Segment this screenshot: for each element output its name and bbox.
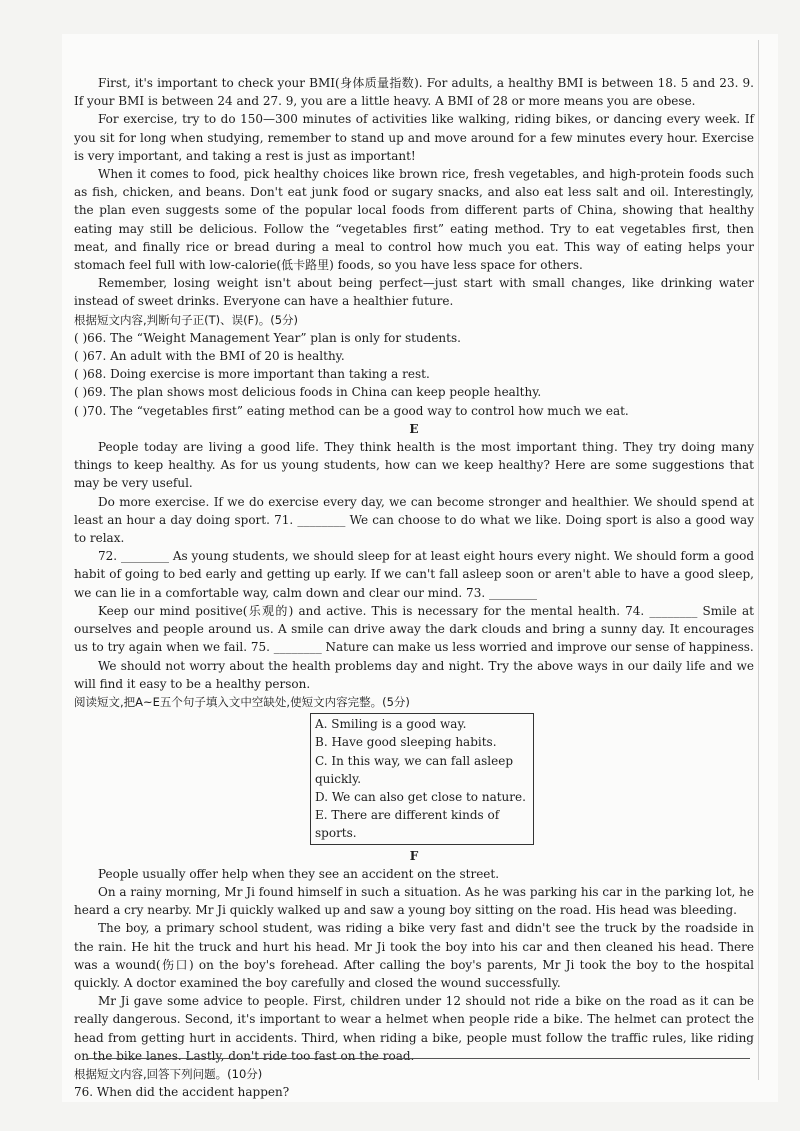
option-e: E. There are different kinds of sports. <box>315 808 500 841</box>
passage-f-paragraph-1: People usually offer help when they see an accident on the street. <box>98 866 500 881</box>
answer-line <box>88 1058 750 1059</box>
passage-d-paragraph-4: Remember, losing weight isn't about being perfect—just start with small changes, like drinking water instead of sweet drinks. Everyone can have a healthier future. <box>74 276 754 309</box>
passage-e-paragraph-5: We should not worry about the health problems day and night. Try the above ways in our daily life and we will find it easy to be a healthy person. <box>74 658 754 691</box>
passage-e-paragraph-2: Do more exercise. If we do exercise every day, we can become stronger and healthier. We should spend at least an hour a day doing sport. 71. ________ We can choose to do what we like. Doing sport is also a good way to relax. <box>74 494 754 546</box>
exam-content <box>74 74 754 1101</box>
passage-f-paragraph-2: On a rainy morning, Mr Ji found himself in such a situation. As he was parking his car in the parking lot, he heard a cry nearby. Mr Ji quickly walked up and saw a young boy sitting on the road. His head was bleeding. <box>74 884 754 918</box>
question-70: ( )70. The “vegetables first” eating method can be a good way to control how much we eat. <box>74 403 629 418</box>
passage-d-paragraph-1: First, it's important to check your BMI(身体质量指数). For adults, a healthy BMI is between 18. 5 and 23. 9. If your BMI is between 24 and 27. 9, you are a little heavy. A BMI of 28 or more means you are obese. <box>74 76 754 109</box>
passage-e-paragraph-1: People today are living a good life. They think health is the most important thing. They try doing many things to keep healthy. As for us young students, how can we keep healthy? Here are some suggestions that may be very useful. <box>74 440 754 491</box>
question-69: ( )69. The plan shows most delicious foods in China can keep people healthy. <box>74 385 542 400</box>
passage-e-paragraph-3: 72. ________ As young students, we should sleep for at least eight hours every night. We should form a good habit of going to bed early and getting up early. If we can't fall asleep soon or aren't able to have a good sleep, we can lie in a comfortable way, calm down and clear our mind. 73. ________ <box>74 549 754 600</box>
passage-d-instruction: 根据短文内容,判断句子正(T)、误(F)。(5分) <box>74 312 299 327</box>
passage-f-instruction: 根据短文内容,回答下列问题。(10分) <box>74 1066 263 1081</box>
option-c: C. In this way, we can fall asleep quickly. <box>315 753 513 786</box>
section-heading-e: E <box>409 421 419 436</box>
passage-e-instruction: 阅读短文,把A~E五个句子填入文中空缺处,使短文内容完整。(5分) <box>74 694 410 709</box>
option-a: A. Smiling is a good way. <box>315 717 467 732</box>
passage-d-paragraph-3: When it comes to food, pick healthy choices like brown rice, fresh vegetables, and high-protein foods such as fish, chicken, and beans. Don't eat junk food or sugary snacks, and also eat less salt and oil. Interestingly, the plan even suggests some of the popular local foods from different parts of China, showing that healthy eating may still be delicious. Follow the “vegetables first” eating method. Try to eat vegetables first, then meat, and finally rice or bread during a meal to control how much you eat. This way of eating helps your stomach feel full with low-calorie(低卡路里) foods, so you have less space for others. <box>74 167 754 273</box>
question-67: ( )67. An adult with the BMI of 20 is healthy. <box>74 349 345 364</box>
question-68: ( )68. Doing exercise is more important than taking a rest. <box>74 367 430 382</box>
passage-e-paragraph-4: Keep our mind positive(乐观的) and active. This is necessary for the mental health. 74. ________ Smile at ourselves and people around us. A smile can drive away the dark clouds and bring a sunny day. It encourages us to try again when we fail. 75. ________ Nature can make us less worried and improve our sense of happiness. <box>74 603 754 655</box>
question-66: ( )66. The “Weight Management Year” plan is only for students. <box>74 330 461 345</box>
section-heading-f: F <box>409 848 419 863</box>
passage-f-paragraph-4: Mr Ji gave some advice to people. First, children under 12 should not ride a bike on the road as it can be really dangerous. Second, it's important to wear a helmet when people ride a bike. The helmet can protect the head from getting hurt in accidents. Third, when riding a bike, people must follow the traffic rules, like riding on the bike lanes. Lastly, don't ride too fast on the road. <box>74 994 754 1063</box>
option-d: D. We can also get close to nature. <box>315 789 526 804</box>
page-fold-line <box>758 40 759 1080</box>
options-box <box>310 713 534 844</box>
option-b: B. Have good sleeping habits. <box>315 735 497 750</box>
passage-d-paragraph-2: For exercise, try to do 150—300 minutes of activities like walking, riding bikes, or dancing every week. If you sit for long when studying, remember to stand up and move around for a few minutes every hour. Exercise is very important, and taking a rest is just as important! <box>74 112 754 163</box>
question-76: 76. When did the accident happen? <box>74 1085 290 1100</box>
passage-f-paragraph-3: The boy, a primary school student, was riding a bike very fast and didn't see the truck by the roadside in the rain. He hit the truck and hurt his head. Mr Ji took the boy into his car and then cleaned his head. There was a wound(伤口) on the boy's forehead. After calling the boy's parents, Mr Ji took the boy to the hospital quickly. A doctor examined the boy carefully and closed the wound successfully. <box>74 921 754 990</box>
